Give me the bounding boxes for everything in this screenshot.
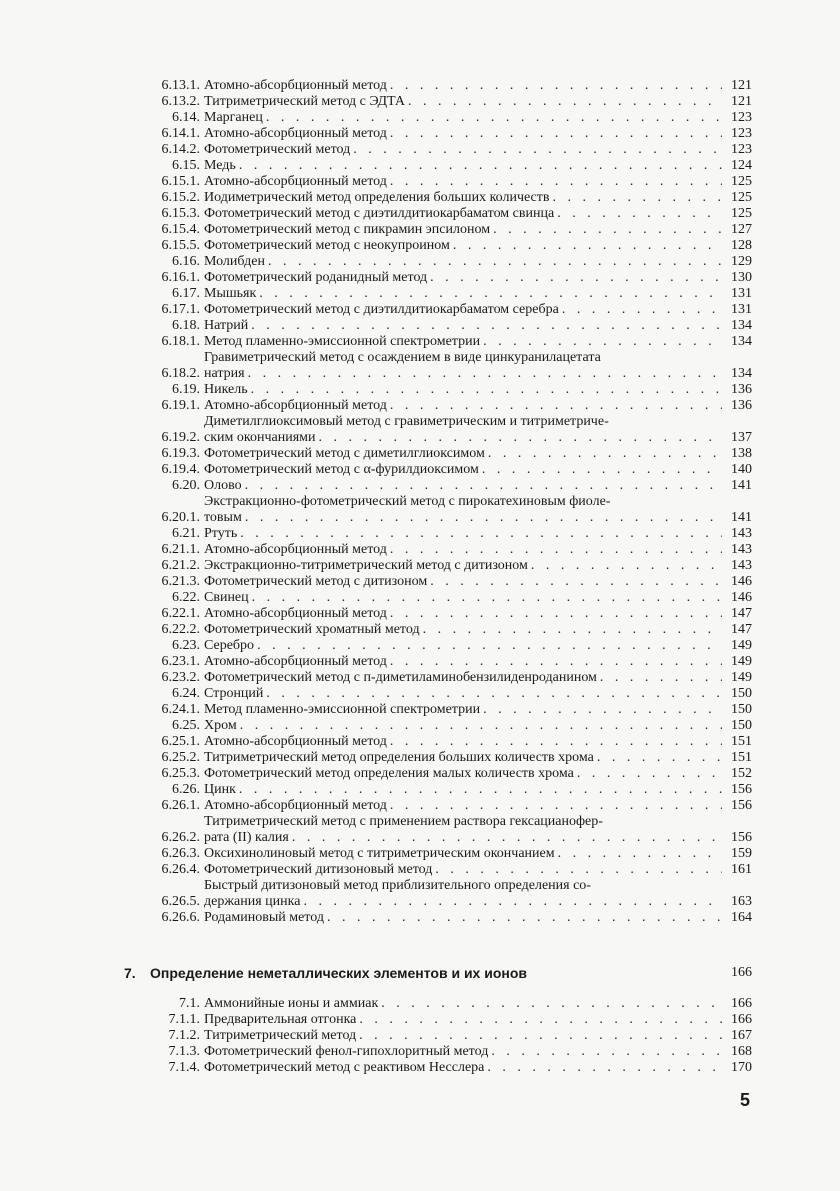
entry-page: 141 — [731, 478, 752, 493]
leader-dots — [237, 526, 722, 542]
entry-page: 131 — [731, 302, 752, 317]
entry-number: 6.26.1. — [161, 798, 200, 813]
toc-entry — [150, 302, 752, 318]
entry-title: Атомно-абсорбционный метод — [204, 798, 387, 813]
entry-title: Титриметрический метод с ЭДТА — [204, 94, 405, 109]
toc-entry — [150, 318, 752, 334]
leader-dots — [249, 590, 722, 606]
entry-title: Фотометрический фенол-гипохлоритный метод — [204, 1044, 489, 1059]
entry-page: 130 — [731, 270, 752, 285]
entry-page: 121 — [731, 94, 752, 109]
entry-title: Свинец — [204, 590, 249, 605]
entry-number: 6.22.1. — [161, 606, 200, 621]
entry-page: 125 — [731, 206, 752, 221]
toc-entry — [150, 862, 752, 878]
leader-dots — [555, 846, 722, 862]
entry-number: 7.1. — [179, 996, 200, 1011]
toc-entry — [150, 798, 752, 814]
entry-number: 6.25.1. — [161, 734, 200, 749]
entry-title: Метод пламенно-эмиссионной спектрометрии — [204, 702, 481, 717]
chapter-heading — [124, 965, 752, 981]
toc-entry — [150, 1044, 752, 1060]
entry-number: 7.1.1. — [168, 1012, 200, 1027]
leader-dots — [387, 606, 722, 622]
entry-page: 141 — [731, 510, 752, 525]
toc-entry — [150, 734, 752, 750]
toc-entry — [150, 142, 752, 158]
entry-page: 166 — [731, 1012, 752, 1027]
leader-dots — [237, 718, 722, 734]
entry-page: 131 — [731, 286, 752, 301]
entry-number: 6.19.2. — [161, 430, 200, 445]
entry-page: 140 — [731, 462, 752, 477]
toc-entry — [150, 206, 752, 222]
leader-dots — [387, 542, 722, 558]
entry-number: 6.16. — [172, 254, 200, 269]
toc-entry — [150, 158, 752, 174]
entry-title: Олово — [204, 478, 242, 493]
entry-title: Стронций — [204, 686, 264, 701]
leader-dots — [350, 142, 722, 158]
entry-page: 128 — [731, 238, 752, 253]
entry-title: Родаминовый метод — [204, 910, 324, 925]
entry-number: 6.14.1. — [161, 126, 200, 141]
toc-entry — [150, 350, 752, 382]
entry-number: 6.19.3. — [161, 446, 200, 461]
entry-number: 6.21.3. — [161, 574, 200, 589]
leader-dots — [265, 254, 722, 270]
entry-title: Атомно-абсорбционный метод — [204, 398, 387, 413]
entry-number: 7.1.2. — [168, 1028, 200, 1043]
toc-entry — [150, 270, 752, 286]
toc-entry — [150, 222, 752, 238]
chapter-number: 7. — [124, 965, 136, 981]
leader-dots — [387, 798, 722, 814]
leader-dots — [597, 670, 722, 686]
entry-number: 6.23. — [172, 638, 200, 653]
entry-number: 6.24. — [172, 686, 200, 701]
toc-entry — [150, 910, 752, 926]
leader-dots — [289, 830, 722, 846]
leader-dots — [594, 750, 722, 766]
page-number: 5 — [739, 1090, 750, 1110]
entry-page: 150 — [731, 686, 752, 701]
entry-title: Фотометрический метод — [204, 142, 351, 157]
entry-page: 163 — [731, 894, 752, 909]
toc-entry — [150, 654, 752, 670]
entry-page: 146 — [731, 590, 752, 605]
entry-page: 143 — [731, 558, 752, 573]
leader-dots — [242, 478, 722, 494]
entry-page: 149 — [731, 654, 752, 669]
entry-page: 170 — [731, 1060, 752, 1075]
entry-number: 6.26.2. — [161, 830, 200, 845]
entry-title: Титриметрический метод — [204, 1028, 357, 1043]
entry-page: 124 — [731, 158, 752, 173]
entry-title: Ртуть — [204, 526, 238, 541]
leader-dots — [248, 382, 722, 398]
entry-page: 149 — [731, 638, 752, 653]
entry-number: 6.13.1. — [161, 78, 200, 93]
entry-page: 123 — [731, 126, 752, 141]
leader-dots — [263, 110, 722, 126]
leader-dots — [427, 574, 722, 590]
entry-title: Оксихинолиновый метод с титриметрическим окончанием — [204, 846, 555, 861]
toc-entry — [150, 846, 752, 862]
toc-entry — [150, 478, 752, 494]
entry-title: Цинк — [204, 782, 236, 797]
entry-number: 6.15.3. — [161, 206, 200, 221]
entry-page: 125 — [731, 174, 752, 189]
toc-entry — [150, 94, 752, 110]
leader-dots — [356, 1028, 722, 1044]
toc-entry — [150, 814, 752, 846]
entry-title: Фотометрический хроматный метод — [204, 622, 420, 637]
entry-title: Атомно-абсорбционный метод — [204, 734, 387, 749]
entry-title: Фотометрический метод с реактивом Несслера — [204, 1060, 485, 1075]
entry-title-cont: ским окончаниями — [204, 430, 316, 445]
entry-title: Фотометрический метод с диэтилдитиокарбаматом серебра — [204, 302, 559, 317]
entry-title-cont: товым — [204, 510, 242, 525]
leader-dots — [488, 1044, 722, 1060]
entry-title: Фотометрический метод с неокупроином — [204, 238, 450, 253]
toc-entry — [150, 398, 752, 414]
entry-title: Атомно-абсорбционный метод — [204, 654, 387, 669]
toc-entry — [150, 574, 752, 590]
toc-entry — [150, 254, 752, 270]
leader-dots — [387, 398, 722, 414]
toc-entry — [150, 702, 752, 718]
entry-number: 6.19. — [172, 382, 200, 397]
entry-title: Иодиметрический метод определения больших количеств — [204, 190, 550, 205]
leader-dots — [554, 206, 722, 222]
entry-page: 161 — [731, 862, 752, 877]
toc-list-2 — [150, 996, 752, 1076]
toc-entry — [150, 174, 752, 190]
entry-title: Фотометрический метод с α-фурилдиоксимом — [204, 462, 479, 477]
entry-page: 143 — [731, 526, 752, 541]
entry-title: Фотометрический роданидный метод — [204, 270, 428, 285]
leader-dots — [387, 78, 722, 94]
entry-number: 6.15.4. — [161, 222, 200, 237]
leader-dots — [378, 996, 722, 1012]
entry-page: 136 — [731, 398, 752, 413]
entry-number: 6.26.3. — [161, 846, 200, 861]
entry-page: 143 — [731, 542, 752, 557]
entry-page: 156 — [731, 782, 752, 797]
leader-dots — [490, 222, 722, 238]
entry-title: Атомно-абсорбционный метод — [204, 78, 387, 93]
entry-page: 123 — [731, 142, 752, 157]
chapter-title: Определение неметаллических элементов и их ионов — [150, 965, 528, 981]
entry-number: 6.17. — [172, 286, 200, 301]
leader-dots — [387, 654, 722, 670]
toc-entry — [150, 414, 752, 446]
entry-number: 6.25.3. — [161, 766, 200, 781]
entry-number: 6.17.1. — [161, 302, 200, 317]
entry-number: 6.26.5. — [161, 894, 200, 909]
toc-entry — [150, 110, 752, 126]
leader-dots — [356, 1012, 722, 1028]
toc-entry — [150, 782, 752, 798]
toc-entry — [150, 446, 752, 462]
entry-title: Никель — [204, 382, 248, 397]
entry-page: 168 — [731, 1044, 752, 1059]
toc-entry — [150, 78, 752, 94]
toc-entry — [150, 238, 752, 254]
entry-number: 6.14.2. — [161, 142, 200, 157]
toc-entry — [150, 686, 752, 702]
entry-number: 6.20. — [172, 478, 200, 493]
leader-dots — [574, 766, 722, 782]
entry-title: Фотометрический метод с дитизоном — [204, 574, 428, 589]
leader-dots — [242, 510, 722, 526]
entry-number: 6.25.2. — [161, 750, 200, 765]
toc-entry — [150, 766, 752, 782]
entry-number: 6.21.2. — [161, 558, 200, 573]
entry-title: Экстракционно-фотометрический метод с пирокатехиновым фиоле- — [204, 494, 611, 509]
entry-title: Атомно-абсорбционный метод — [204, 126, 387, 141]
entry-title: Медь — [204, 158, 236, 173]
leader-dots — [248, 318, 722, 334]
entry-number: 6.15. — [172, 158, 200, 173]
entry-number: 6.15.5. — [161, 238, 200, 253]
toc-entry — [150, 558, 752, 574]
entry-number: 6.18.2. — [161, 366, 200, 381]
leader-dots — [559, 302, 722, 318]
toc-list — [150, 78, 752, 926]
entry-title: Фотометрический метод с диметилглиоксимом — [204, 446, 485, 461]
entry-title: Мышьяк — [204, 286, 257, 301]
entry-page: 136 — [731, 382, 752, 397]
entry-title: Предварительная отгонка — [204, 1012, 357, 1027]
toc-entry — [150, 526, 752, 542]
entry-page: 125 — [731, 190, 752, 205]
toc-entry — [150, 334, 752, 350]
leader-dots — [432, 862, 722, 878]
entry-title: Серебро — [204, 638, 255, 653]
entry-page: 138 — [731, 446, 752, 461]
entry-title: Титриметрический метод с применением раствора гексацианофер- — [204, 814, 603, 829]
entry-title: Гравиметрический метод с осаждением в виде цинкуранилацетата — [204, 350, 601, 365]
entry-page: 127 — [731, 222, 752, 237]
toc-entry — [150, 190, 752, 206]
toc-entry — [150, 750, 752, 766]
entry-number: 6.26.4. — [161, 862, 200, 877]
entry-page: 167 — [731, 1028, 752, 1043]
toc-entry — [150, 606, 752, 622]
leader-dots — [427, 270, 722, 286]
entry-number: 6.13.2. — [161, 94, 200, 109]
leader-dots — [324, 910, 722, 926]
entry-title: Атомно-абсорбционный метод — [204, 542, 387, 557]
entry-title: Фотометрический метод определения малых количеств хрома — [204, 766, 574, 781]
entry-page: 137 — [731, 430, 752, 445]
entry-number: 6.15.2. — [161, 190, 200, 205]
entry-number: 6.16.1. — [161, 270, 200, 285]
entry-page: 146 — [731, 574, 752, 589]
entry-page: 156 — [731, 798, 752, 813]
leader-dots — [450, 238, 722, 254]
entry-title: Диметилглиоксимовый метод с гравиметрическим и титриметриче- — [204, 414, 609, 429]
entry-title: Экстракционно-титриметрический метод с дитизоном — [204, 558, 528, 573]
entry-page: 159 — [731, 846, 752, 861]
entry-page: 150 — [731, 702, 752, 717]
entry-number: 6.18. — [172, 318, 200, 333]
toc-entry — [150, 878, 752, 910]
leader-dots — [263, 686, 722, 702]
leader-dots — [550, 190, 722, 206]
entry-number: 6.18.1. — [161, 334, 200, 349]
entry-title: Марганец — [204, 110, 263, 125]
entry-title: Фотометрический метод с п-диметиламинобензилиденроданином — [204, 670, 597, 685]
toc-entry — [150, 286, 752, 302]
entry-title: Фотометрический метод с диэтилдитиокарбаматом свинца — [204, 206, 555, 221]
entry-page: 150 — [731, 718, 752, 733]
entry-title: Натрий — [204, 318, 249, 333]
leader-dots — [245, 366, 722, 382]
entry-number: 6.19.1. — [161, 398, 200, 413]
entry-title: Метод пламенно-эмиссионной спектрометрии — [204, 334, 481, 349]
leader-dots — [479, 462, 722, 478]
entry-number: 6.25. — [172, 718, 200, 733]
entry-page: 151 — [731, 734, 752, 749]
toc-entry — [150, 1060, 752, 1076]
entry-number: 7.1.3. — [168, 1044, 200, 1059]
leader-dots — [420, 622, 722, 638]
entry-number: 6.26.6. — [161, 910, 200, 925]
entry-title: Фотометрический дитизоновый метод — [204, 862, 433, 877]
toc-entry — [150, 718, 752, 734]
leader-dots — [387, 734, 722, 750]
entry-title: Атомно-абсорбционный метод — [204, 174, 387, 189]
leader-dots — [387, 174, 722, 190]
entry-title: Аммонийные ионы и аммиак — [204, 996, 379, 1011]
entry-number: 6.22.2. — [161, 622, 200, 637]
entry-page: 134 — [731, 318, 752, 333]
toc-entry — [150, 382, 752, 398]
entry-page: 147 — [731, 622, 752, 637]
toc-entry — [150, 126, 752, 142]
entry-page: 129 — [731, 254, 752, 269]
entry-number: 6.22. — [172, 590, 200, 605]
toc-entry — [150, 1012, 752, 1028]
entry-page: 149 — [731, 670, 752, 685]
entry-number: 6.21.1. — [161, 542, 200, 557]
leader-dots — [254, 638, 722, 654]
leader-dots — [387, 126, 722, 142]
leader-dots — [315, 430, 722, 446]
toc-entry — [150, 494, 752, 526]
leader-dots — [485, 446, 722, 462]
leader-dots — [484, 1060, 722, 1076]
entry-number: 7.1.4. — [168, 1060, 200, 1075]
leader-dots — [528, 558, 722, 574]
entry-page: 156 — [731, 830, 752, 845]
entry-page: 166 — [731, 996, 752, 1011]
toc-entry — [150, 542, 752, 558]
leader-dots — [480, 334, 722, 350]
leader-dots — [480, 702, 722, 718]
toc-entry — [150, 590, 752, 606]
entry-number: 6.23.1. — [161, 654, 200, 669]
entry-number: 6.26. — [172, 782, 200, 797]
entry-number: 6.20.1. — [161, 510, 200, 525]
entry-number: 6.19.4. — [161, 462, 200, 477]
entry-page: 151 — [731, 750, 752, 765]
entry-page: 164 — [731, 910, 752, 925]
entry-number: 6.14. — [172, 110, 200, 125]
entry-number: 6.21. — [172, 526, 200, 541]
leader-dots — [300, 894, 722, 910]
entry-page: 152 — [731, 766, 752, 781]
entry-title: Молибден — [204, 254, 265, 269]
toc-entry — [150, 622, 752, 638]
chapter-page: 166 — [731, 965, 752, 980]
entry-title: Хром — [204, 718, 237, 733]
toc-entry — [150, 996, 752, 1012]
leader-dots — [405, 94, 722, 110]
leader-dots — [236, 782, 722, 798]
entry-page: 134 — [731, 366, 752, 381]
toc-entry — [150, 638, 752, 654]
entry-page: 123 — [731, 110, 752, 125]
toc-entry — [150, 670, 752, 686]
entry-title: Атомно-абсорбционный метод — [204, 606, 387, 621]
entry-title-cont: рата (II) калия — [204, 830, 289, 845]
entry-title-cont: натрия — [204, 366, 245, 381]
entry-title: Фотометрический метод с пикрамин эпсилоном — [204, 222, 491, 237]
entry-page: 147 — [731, 606, 752, 621]
leader-dots — [256, 286, 722, 302]
entry-title: Быстрый дитизоновый метод приблизительного определения со- — [204, 878, 591, 893]
entry-title-cont: держания цинка — [204, 894, 301, 909]
entry-number: 6.23.2. — [161, 670, 200, 685]
entry-page: 121 — [731, 78, 752, 93]
entry-title: Титриметрический метод определения больших количеств хрома — [204, 750, 594, 765]
leader-dots — [236, 158, 722, 174]
entry-number: 6.24.1. — [161, 702, 200, 717]
toc-entry — [150, 1028, 752, 1044]
entry-number: 6.15.1. — [161, 174, 200, 189]
toc-entry — [150, 462, 752, 478]
entry-page: 134 — [731, 334, 752, 349]
